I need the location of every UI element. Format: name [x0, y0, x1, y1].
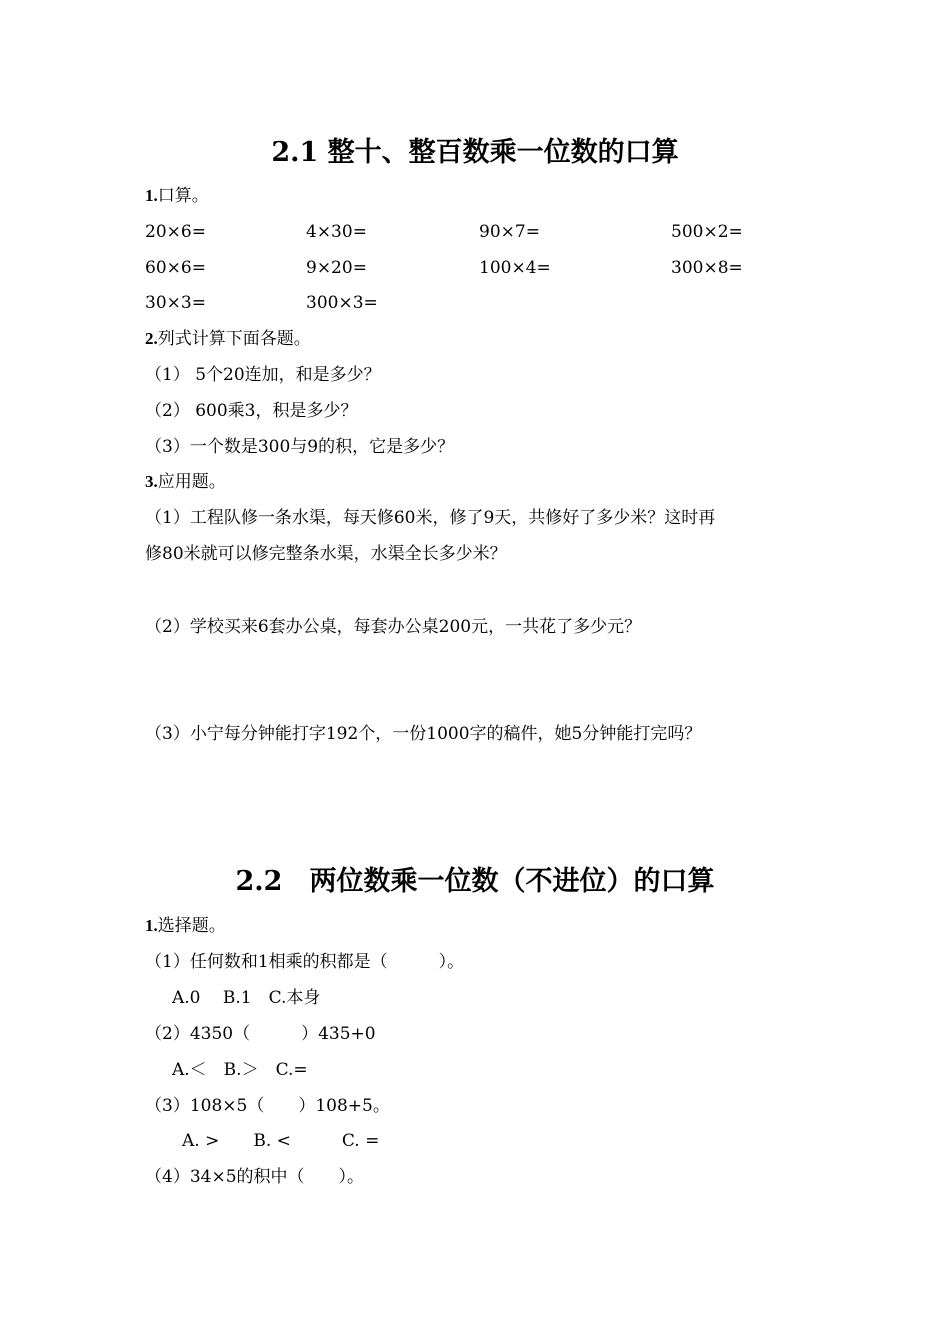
q3-number: 3.	[145, 472, 158, 491]
s2-q1-number: 1.	[145, 916, 158, 935]
q3-heading-text: 应用题。	[157, 472, 226, 492]
q2-number: 2.	[145, 329, 158, 348]
q3-problem-1-line-1: （1）工程队修一条水渠，每天修60米，修了9天，共修好了多少米？这时再	[145, 508, 716, 528]
calc-item-2: 4×30=	[306, 222, 367, 242]
s2-q1-heading	[145, 916, 226, 936]
q1-number: 1.	[145, 186, 158, 205]
q2-heading	[145, 329, 311, 349]
section-1-title: 2.1 整十、整百数乘一位数的口算	[271, 137, 679, 168]
choice-question-4: （4）34×5的积中（ ）。	[145, 1167, 365, 1187]
choice-question-1-options: A.0 B.1 C.本身	[172, 988, 321, 1008]
calc-item-8: 300×8=	[671, 258, 743, 278]
q1-heading-text: 口算。	[157, 186, 209, 206]
calc-item-4: 500×2=	[671, 222, 743, 242]
choice-question-2: （2）4350（ ）435+0	[145, 1024, 376, 1044]
q2-heading-text: 列式计算下面各题。	[157, 329, 311, 349]
calc-item-6: 9×20=	[306, 258, 367, 278]
calc-item-10: 300×3=	[306, 293, 378, 313]
calc-item-3: 90×7=	[479, 222, 540, 242]
q2-item-3: （3）一个数是300与9的积，它是多少？	[145, 437, 455, 457]
calc-item-5: 60×6=	[145, 258, 206, 278]
choice-question-1: （1）任何数和1相乘的积都是（ ）。	[145, 952, 465, 972]
q3-problem-3: （3）小宁每分钟能打字192个，一份1000字的稿件，她5分钟能打完吗？	[145, 724, 702, 744]
q2-item-2: （2） 600乘3，积是多少？	[145, 401, 358, 421]
q3-heading	[145, 472, 226, 492]
q1-heading	[145, 186, 209, 206]
choice-question-3: （3）108×5（ ）108+5。	[145, 1096, 390, 1116]
choice-question-2-options: A.＜ B.＞ C.=	[172, 1060, 308, 1080]
s2-q1-heading-text: 选择题。	[157, 916, 226, 936]
choice-question-3-options: A. > B. < C. =	[182, 1131, 380, 1151]
q3-problem-2: （2）学校买来6套办公桌，每套办公桌200元，一共花了多少元？	[145, 617, 642, 637]
calc-item-1: 20×6=	[145, 222, 206, 242]
calc-item-7: 100×4=	[479, 258, 551, 278]
section-2-title: 2.2 两位数乘一位数（不进位）的口算	[235, 866, 715, 897]
q2-item-1: （1） 5个20连加，和是多少？	[145, 365, 381, 385]
q3-problem-1-line-2: 修80米就可以修完整条水渠，水渠全长多少米？	[145, 544, 507, 564]
calc-item-9: 30×3=	[145, 293, 206, 313]
